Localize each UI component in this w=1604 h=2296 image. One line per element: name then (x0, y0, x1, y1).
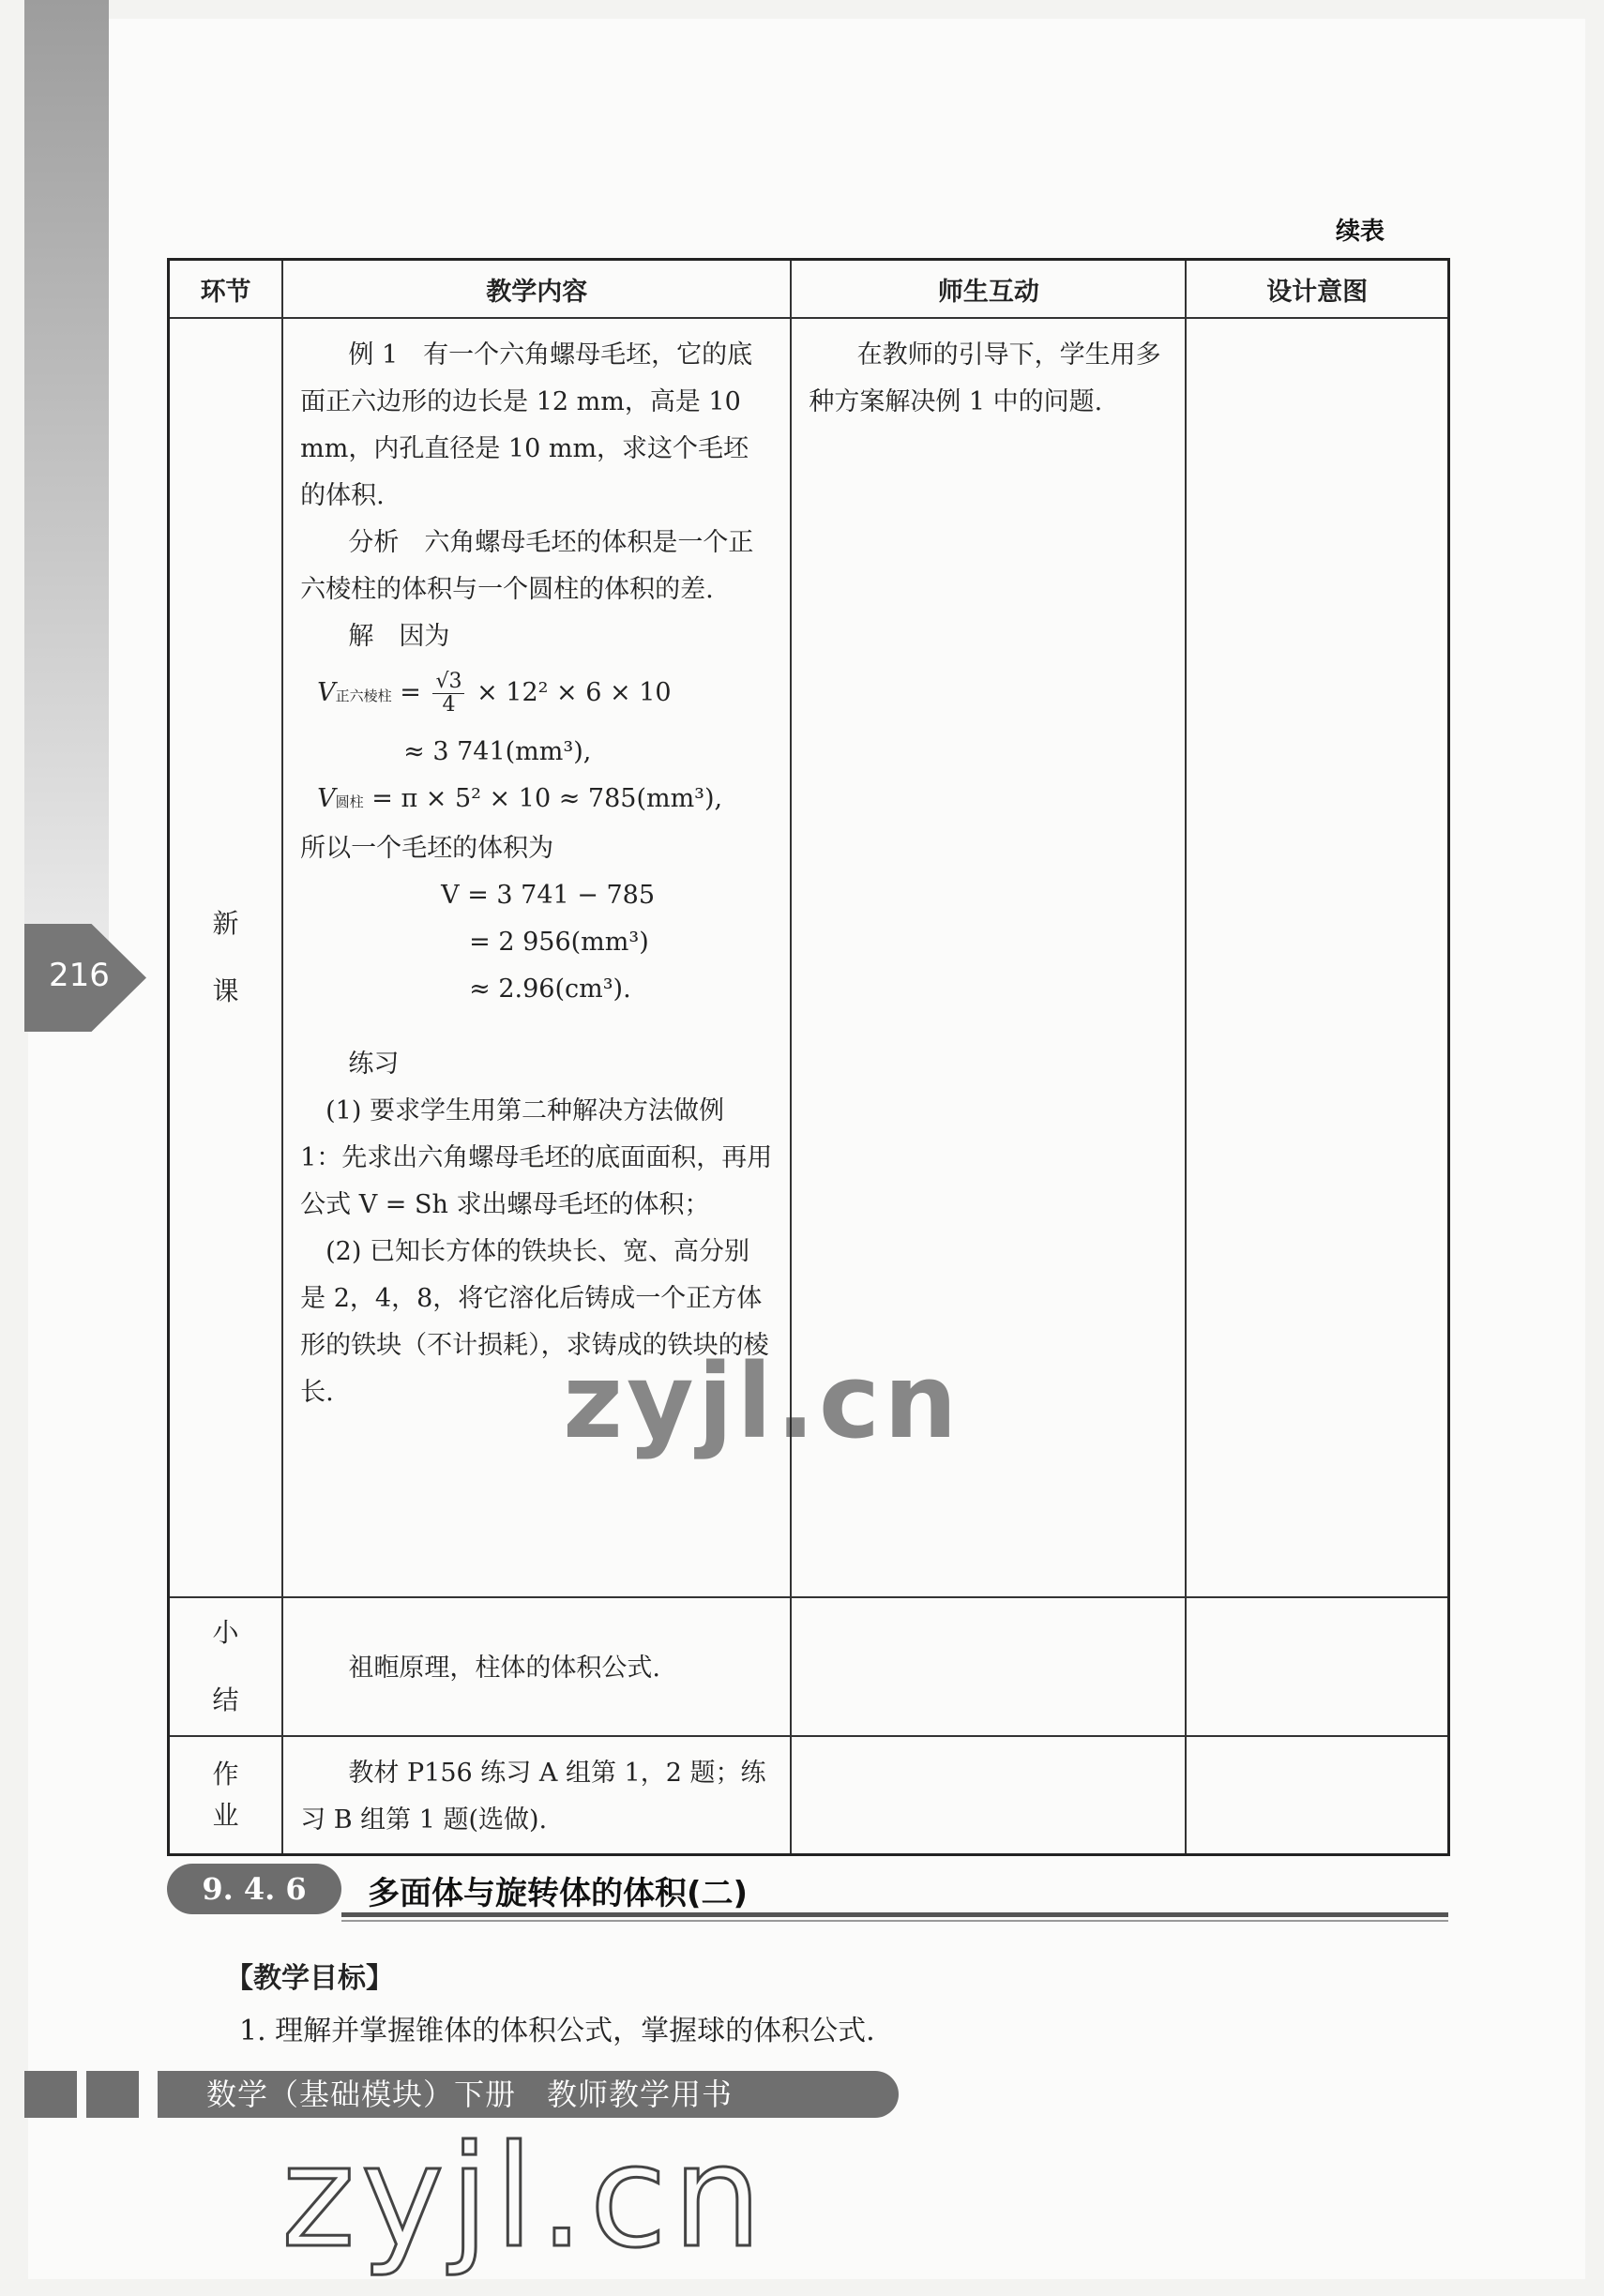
header-stage: 环节 (169, 260, 283, 319)
watermark-mid: zyjl.cn (563, 1341, 961, 1461)
fraction-denominator: 4 (442, 693, 456, 717)
stage-char: 结 (212, 1684, 239, 1715)
table-header-row (169, 260, 1449, 319)
interaction-summary (791, 1597, 1186, 1736)
formula-v: V (317, 678, 336, 707)
intent-summary (1186, 1597, 1448, 1736)
stage-new-lesson (169, 318, 283, 1597)
interaction-text: 在教师的引导下，学生用多种方案解决例 1 中的问题. (809, 340, 1161, 416)
formula-v-line-3: ≈ 2.96(cm³). (469, 974, 631, 1004)
section-rule-thin (341, 1920, 1448, 1922)
continue-label: 续表 (1336, 218, 1385, 246)
footer-block (24, 2071, 77, 2118)
content-homework (282, 1736, 791, 1855)
page-number: 216 (49, 957, 110, 994)
fraction-numerator: √3 (432, 671, 464, 694)
summary-text: 祖暅原理，柱体的体积公式. (348, 1654, 661, 1683)
stage-char: 新 (212, 908, 239, 939)
homework-text: 教材 P156 练习 A 组第 1，2 题；练习 B 组第 1 题(选做). (300, 1759, 766, 1835)
table-row-homework (169, 1736, 1449, 1855)
goal-item-1: 1. 理解并掌握锥体的体积公式，掌握球的体积公式. (239, 2015, 875, 2047)
formula-rest: × 12² × 6 × 10 (477, 678, 672, 707)
formula-sub: 正六棱柱 (335, 687, 392, 704)
practice-label: 练习 (348, 1050, 400, 1079)
left-margin-strip (24, 0, 109, 1013)
lesson-table (167, 258, 1450, 1856)
watermark-bottom: zyjl.cn (281, 2116, 768, 2279)
formula-cylinder (300, 776, 773, 825)
table-row-summary (169, 1597, 1449, 1736)
header-content: 教学内容 (282, 260, 791, 319)
analysis-text: 分析 六角螺母毛坯的体积是一个正六棱柱的体积与一个圆柱的体积的差. (300, 528, 754, 604)
section-number: 9. 4. 6 (167, 1864, 341, 1914)
stage-homework (169, 1736, 283, 1855)
intent-homework (1186, 1736, 1448, 1855)
goals-heading: 【教学目标】 (225, 1962, 394, 1995)
header-interaction: 师生互动 (791, 260, 1186, 319)
stage-char: 作 (212, 1759, 239, 1790)
footer-banner: 数学（基础模块）下册 教师教学用书 (158, 2071, 899, 2118)
interaction-homework (791, 1736, 1186, 1855)
intent-new-lesson (1186, 318, 1448, 1597)
section-header (167, 1864, 1448, 1914)
section-rule (341, 1912, 1448, 1917)
header-intent: 设计意图 (1186, 260, 1448, 319)
example-text: 例 1 有一个六角螺母毛坯，它的底面正六边形的边长是 12 mm，高是 10 mm，内孔直径是 10 mm，求这个毛坯的体积. (300, 340, 753, 510)
formula-sub: 圆柱 (335, 793, 364, 810)
section-title: 多面体与旋转体的体积(二) (368, 1875, 749, 1912)
formula-v-line-1: V = 3 741 − 785 (441, 881, 656, 910)
stage-summary (169, 1597, 283, 1736)
stage-char: 课 (212, 975, 239, 1006)
fraction (432, 671, 464, 717)
practice-item-1: (1) 要求学生用第二种解决方法做例 1：先求出六角螺母毛坯的底面面积，再用公式 V = Sh 求出螺母毛坯的体积； (300, 1096, 773, 1219)
practice-item-2: (2) 已知长方体的铁块长、宽、高分别是 2，4，8，将它溶化后铸成一个正方体形的铁块（不计损耗），求铸成的铁块的棱长. (300, 1237, 769, 1407)
formula-eq: = (400, 678, 421, 707)
content-summary (282, 1597, 791, 1736)
solution-label: 解 因为 (348, 622, 450, 651)
spacer (300, 1013, 773, 1041)
stage-char: 小 (212, 1617, 239, 1648)
formula-conclusion: 所以一个毛坯的体积为 (300, 834, 554, 863)
footer-block (86, 2071, 139, 2118)
formula-v-line-2: = 2 956(mm³) (469, 928, 649, 957)
formula-prism (300, 660, 773, 729)
stage-char: 业 (212, 1800, 239, 1831)
formula-rest: = π × 5² × 10 ≈ 785(mm³), (371, 784, 723, 813)
formula-prism-result: ≈ 3 741(mm³), (403, 737, 592, 766)
formula-v: V (317, 784, 336, 813)
